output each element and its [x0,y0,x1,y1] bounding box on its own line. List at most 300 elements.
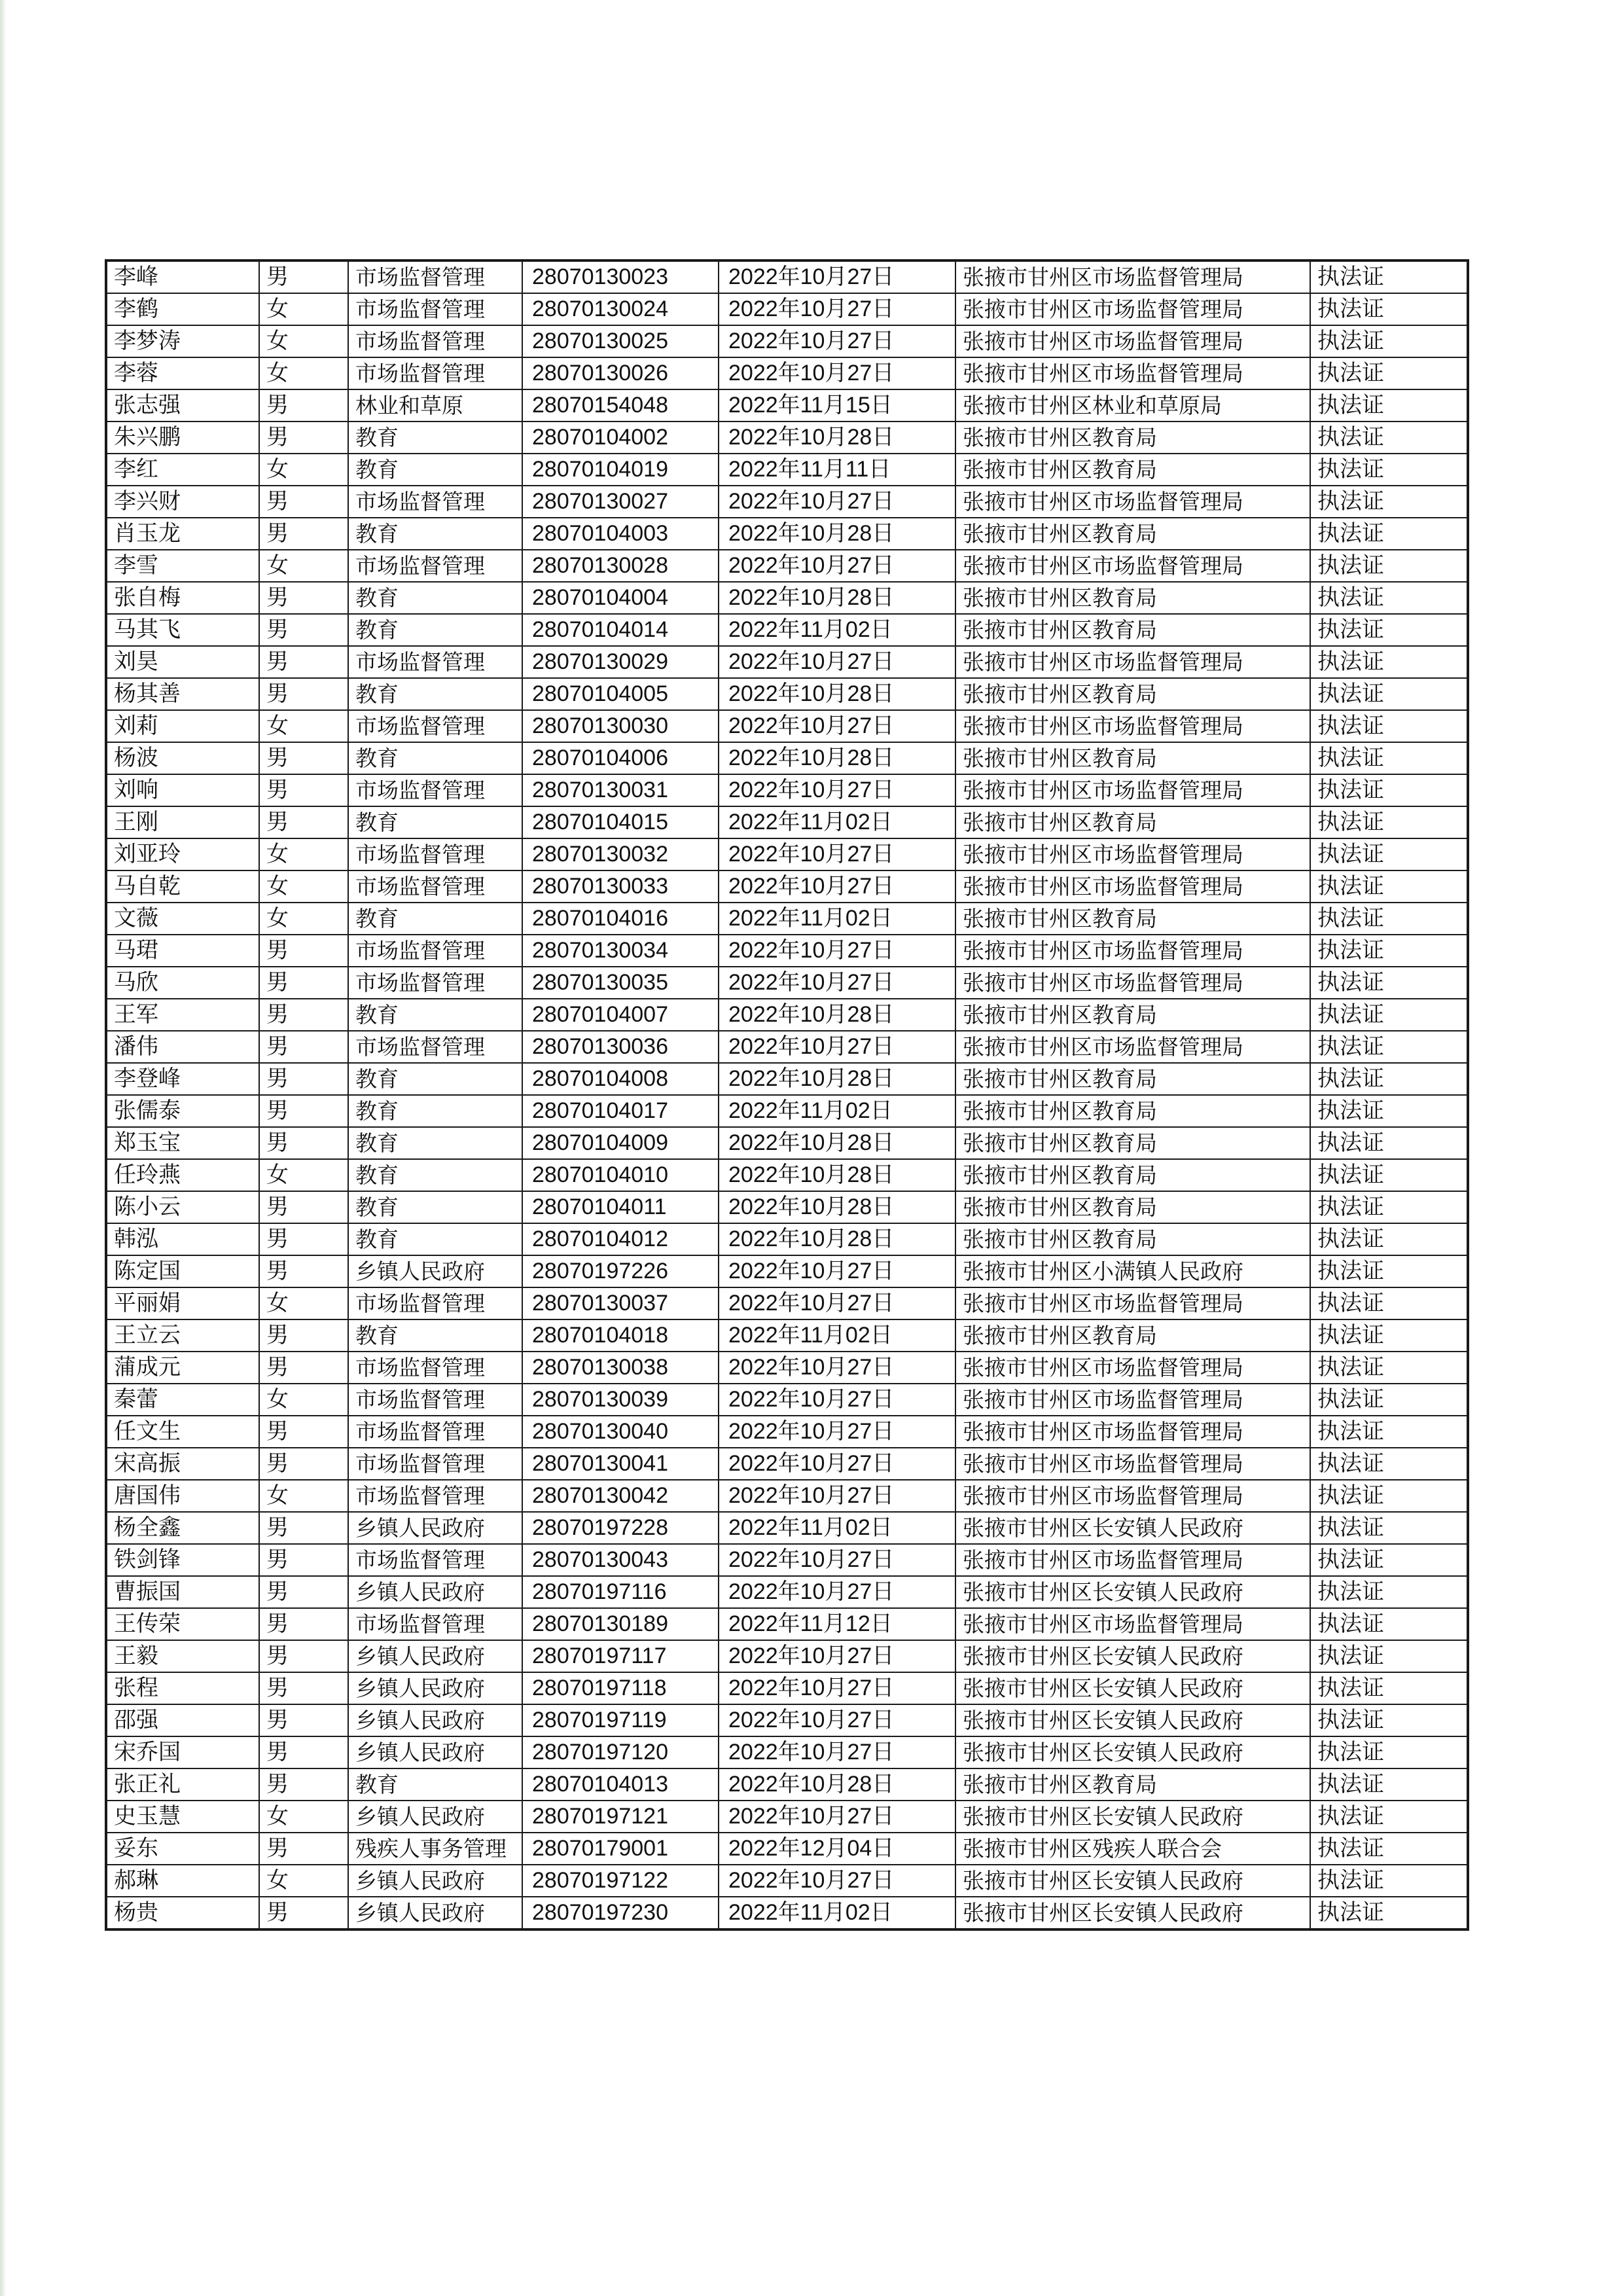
cert-type-cell: 执法证 [1310,1319,1468,1352]
cert-type-cell: 执法证 [1310,1223,1468,1255]
gender-cell: 女 [259,903,348,935]
agency-cell: 张掖市甘州区市场监督管理局 [955,293,1310,325]
issue-date-cell: 2022年10月28日 [719,518,955,550]
category-cell: 林业和草原 [348,389,522,422]
table-row [106,999,1468,1031]
table-row [106,710,1468,742]
issue-date-cell: 2022年10月27日 [719,486,955,518]
name-cell: 张儒泰 [106,1095,259,1127]
name-cell: 文薇 [106,903,259,935]
cert-number-cell: 28070197226 [522,1255,719,1287]
cert-type-cell: 执法证 [1310,1544,1468,1576]
name-cell: 李兴财 [106,486,259,518]
gender-cell: 男 [259,1416,348,1448]
agency-cell: 张掖市甘州区市场监督管理局 [955,1384,1310,1416]
issue-date-cell: 2022年10月27日 [719,1480,955,1512]
agency-cell: 张掖市甘州区长安镇人民政府 [955,1576,1310,1608]
cert-type-cell: 执法证 [1310,870,1468,903]
cert-type-cell: 执法证 [1310,260,1468,293]
name-cell: 郝琳 [106,1865,259,1897]
agency-cell: 张掖市甘州区市场监督管理局 [955,1352,1310,1384]
cert-number-cell: 28070130032 [522,838,719,870]
category-cell: 市场监督管理 [348,967,522,999]
cert-type-cell: 执法证 [1310,1063,1468,1095]
gender-cell: 男 [259,935,348,967]
gender-cell: 男 [259,486,348,518]
cert-number-cell: 28070104006 [522,742,719,774]
table-row [106,646,1468,678]
name-cell: 任玲燕 [106,1159,259,1191]
issue-date-cell: 2022年10月27日 [719,1736,955,1768]
gender-cell: 女 [259,1480,348,1512]
cert-number-cell: 28070130028 [522,550,719,582]
category-cell: 教育 [348,518,522,550]
issue-date-cell: 2022年10月27日 [719,838,955,870]
gender-cell: 女 [259,293,348,325]
agency-cell: 张掖市甘州区教育局 [955,1768,1310,1801]
gender-cell: 男 [259,1191,348,1223]
gender-cell: 男 [259,967,348,999]
cert-number-cell: 28070130041 [522,1448,719,1480]
issue-date-cell: 2022年11月11日 [719,454,955,486]
cert-type-cell: 执法证 [1310,486,1468,518]
category-cell: 市场监督管理 [348,357,522,389]
issue-date-cell: 2022年10月27日 [719,293,955,325]
agency-cell: 张掖市甘州区教育局 [955,742,1310,774]
cert-type-cell: 执法证 [1310,710,1468,742]
cert-number-cell: 28070130025 [522,325,719,357]
issue-date-cell: 2022年10月28日 [719,1223,955,1255]
category-cell: 乡镇人民政府 [348,1897,522,1929]
cert-type-cell: 执法证 [1310,838,1468,870]
agency-cell: 张掖市甘州区教育局 [955,1095,1310,1127]
agency-cell: 张掖市甘州区教育局 [955,678,1310,710]
agency-cell: 张掖市甘州区市场监督管理局 [955,486,1310,518]
agency-cell: 张掖市甘州区长安镇人民政府 [955,1512,1310,1544]
agency-cell: 张掖市甘州区教育局 [955,1063,1310,1095]
name-cell: 李梦涛 [106,325,259,357]
category-cell: 乡镇人民政府 [348,1512,522,1544]
gender-cell: 男 [259,518,348,550]
cert-number-cell: 28070130033 [522,870,719,903]
gender-cell: 男 [259,389,348,422]
category-cell: 市场监督管理 [348,293,522,325]
category-cell: 教育 [348,1127,522,1159]
gender-cell: 男 [259,1512,348,1544]
table-row [106,614,1468,646]
issue-date-cell: 2022年10月27日 [719,1352,955,1384]
cert-type-cell: 执法证 [1310,1095,1468,1127]
cert-type-cell: 执法证 [1310,1352,1468,1384]
cert-type-cell: 执法证 [1310,1576,1468,1608]
gender-cell: 男 [259,582,348,614]
gender-cell: 男 [259,999,348,1031]
cert-type-cell: 执法证 [1310,1512,1468,1544]
agency-cell: 张掖市甘州区长安镇人民政府 [955,1736,1310,1768]
name-cell: 刘昊 [106,646,259,678]
name-cell: 张自梅 [106,582,259,614]
cert-number-cell: 28070197122 [522,1865,719,1897]
gender-cell: 男 [259,1127,348,1159]
agency-cell: 张掖市甘州区教育局 [955,806,1310,838]
cert-type-cell: 执法证 [1310,1127,1468,1159]
cert-number-cell: 28070130030 [522,710,719,742]
name-cell: 潘伟 [106,1031,259,1063]
agency-cell: 张掖市甘州区教育局 [955,1191,1310,1223]
agency-cell: 张掖市甘州区市场监督管理局 [955,1480,1310,1512]
table-row [106,1833,1468,1865]
category-cell: 教育 [348,806,522,838]
cert-type-cell: 执法证 [1310,967,1468,999]
name-cell: 王立云 [106,1319,259,1352]
category-cell: 乡镇人民政府 [348,1255,522,1287]
table-row [106,1576,1468,1608]
name-cell: 陈定国 [106,1255,259,1287]
cert-number-cell: 28070130042 [522,1480,719,1512]
name-cell: 杨其善 [106,678,259,710]
table-row [106,967,1468,999]
issue-date-cell: 2022年10月27日 [719,646,955,678]
category-cell: 乡镇人民政府 [348,1640,522,1672]
gender-cell: 女 [259,710,348,742]
category-cell: 教育 [348,903,522,935]
issue-date-cell: 2022年10月28日 [719,422,955,454]
table-row [106,1223,1468,1255]
table-row [106,518,1468,550]
cert-type-cell: 执法证 [1310,999,1468,1031]
agency-cell: 张掖市甘州区市场监督管理局 [955,1416,1310,1448]
cert-type-cell: 执法证 [1310,1704,1468,1736]
name-cell: 邵强 [106,1704,259,1736]
cert-type-cell: 执法证 [1310,550,1468,582]
issue-date-cell: 2022年10月27日 [719,1255,955,1287]
cert-type-cell: 执法证 [1310,1833,1468,1865]
gender-cell: 男 [259,1544,348,1576]
agency-cell: 张掖市甘州区教育局 [955,454,1310,486]
issue-date-cell: 2022年10月27日 [719,357,955,389]
table-row [106,1608,1468,1640]
cert-type-cell: 执法证 [1310,325,1468,357]
table-row [106,1736,1468,1768]
category-cell: 教育 [348,1191,522,1223]
agency-cell: 张掖市甘州区市场监督管理局 [955,870,1310,903]
cert-type-cell: 执法证 [1310,614,1468,646]
cert-type-cell: 执法证 [1310,806,1468,838]
name-cell: 李鹤 [106,293,259,325]
table-row [106,389,1468,422]
gender-cell: 男 [259,1833,348,1865]
table-row [106,678,1468,710]
name-cell: 任文生 [106,1416,259,1448]
name-cell: 刘响 [106,774,259,806]
table-row [106,806,1468,838]
category-cell: 市场监督管理 [348,1287,522,1319]
table-row [106,1897,1468,1929]
gender-cell: 男 [259,1448,348,1480]
cert-type-cell: 执法证 [1310,1255,1468,1287]
issue-date-cell: 2022年11月15日 [719,389,955,422]
table-row [106,1448,1468,1480]
agency-cell: 张掖市甘州区教育局 [955,582,1310,614]
table-row [106,1159,1468,1191]
issue-date-cell: 2022年11月12日 [719,1608,955,1640]
category-cell: 乡镇人民政府 [348,1576,522,1608]
name-cell: 曹振国 [106,1576,259,1608]
table-row [106,1255,1468,1287]
name-cell: 刘亚玲 [106,838,259,870]
agency-cell: 张掖市甘州区教育局 [955,903,1310,935]
cert-number-cell: 28070197228 [522,1512,719,1544]
table-row [106,1801,1468,1833]
gender-cell: 男 [259,1319,348,1352]
gender-cell: 女 [259,454,348,486]
table-row [106,870,1468,903]
category-cell: 市场监督管理 [348,838,522,870]
gender-cell: 女 [259,357,348,389]
cert-number-cell: 28070130027 [522,486,719,518]
agency-cell: 张掖市甘州区市场监督管理局 [955,1448,1310,1480]
name-cell: 马欣 [106,967,259,999]
issue-date-cell: 2022年10月28日 [719,582,955,614]
cert-number-cell: 28070197230 [522,1897,719,1929]
cert-number-cell: 28070130031 [522,774,719,806]
category-cell: 市场监督管理 [348,935,522,967]
name-cell: 秦蕾 [106,1384,259,1416]
gender-cell: 男 [259,1608,348,1640]
agency-cell: 张掖市甘州区教育局 [955,422,1310,454]
agency-cell: 张掖市甘州区市场监督管理局 [955,935,1310,967]
table-row [106,1480,1468,1512]
agency-cell: 张掖市甘州区市场监督管理局 [955,260,1310,293]
cert-number-cell: 28070104003 [522,518,719,550]
cert-type-cell: 执法证 [1310,1608,1468,1640]
cert-type-cell: 执法证 [1310,1287,1468,1319]
name-cell: 李雪 [106,550,259,582]
table-row [106,1416,1468,1448]
roster-table [105,259,1469,1931]
cert-type-cell: 执法证 [1310,1897,1468,1929]
name-cell: 肖玉龙 [106,518,259,550]
category-cell: 教育 [348,422,522,454]
issue-date-cell: 2022年11月02日 [719,1319,955,1352]
category-cell: 乡镇人民政府 [348,1865,522,1897]
category-cell: 市场监督管理 [348,1384,522,1416]
cert-number-cell: 28070104019 [522,454,719,486]
agency-cell: 张掖市甘州区市场监督管理局 [955,1544,1310,1576]
cert-type-cell: 执法证 [1310,1448,1468,1480]
issue-date-cell: 2022年12月04日 [719,1833,955,1865]
category-cell: 市场监督管理 [348,870,522,903]
name-cell: 杨贵 [106,1897,259,1929]
cert-number-cell: 28070104018 [522,1319,719,1352]
category-cell: 市场监督管理 [348,550,522,582]
scan-edge [0,0,7,2296]
issue-date-cell: 2022年10月27日 [719,967,955,999]
issue-date-cell: 2022年11月02日 [719,1512,955,1544]
category-cell: 市场监督管理 [348,325,522,357]
cert-number-cell: 28070130038 [522,1352,719,1384]
gender-cell: 女 [259,325,348,357]
agency-cell: 张掖市甘州区市场监督管理局 [955,838,1310,870]
agency-cell: 张掖市甘州区市场监督管理局 [955,1287,1310,1319]
cert-type-cell: 执法证 [1310,1480,1468,1512]
issue-date-cell: 2022年11月02日 [719,903,955,935]
table-row [106,1127,1468,1159]
name-cell: 王军 [106,999,259,1031]
table-row [106,1384,1468,1416]
category-cell: 教育 [348,678,522,710]
agency-cell: 张掖市甘州区长安镇人民政府 [955,1640,1310,1672]
cert-type-cell: 执法证 [1310,1672,1468,1704]
issue-date-cell: 2022年10月27日 [719,774,955,806]
cert-number-cell: 28070130035 [522,967,719,999]
gender-cell: 女 [259,1801,348,1833]
category-cell: 教育 [348,614,522,646]
table-row [106,293,1468,325]
agency-cell: 张掖市甘州区教育局 [955,1319,1310,1352]
cert-type-cell: 执法证 [1310,1801,1468,1833]
gender-cell: 男 [259,678,348,710]
issue-date-cell: 2022年10月27日 [719,325,955,357]
cert-number-cell: 28070197116 [522,1576,719,1608]
name-cell: 妥东 [106,1833,259,1865]
name-cell: 王刚 [106,806,259,838]
name-cell: 王毅 [106,1640,259,1672]
cert-type-cell: 执法证 [1310,389,1468,422]
agency-cell: 张掖市甘州区教育局 [955,1127,1310,1159]
table-row [106,903,1468,935]
category-cell: 市场监督管理 [348,710,522,742]
table-row [106,1319,1468,1352]
cert-number-cell: 28070130040 [522,1416,719,1448]
name-cell: 郑玉宝 [106,1127,259,1159]
category-cell: 市场监督管理 [348,1416,522,1448]
issue-date-cell: 2022年10月27日 [719,1801,955,1833]
agency-cell: 张掖市甘州区教育局 [955,518,1310,550]
category-cell: 市场监督管理 [348,486,522,518]
agency-cell: 张掖市甘州区长安镇人民政府 [955,1704,1310,1736]
cert-number-cell: 28070197121 [522,1801,719,1833]
issue-date-cell: 2022年10月27日 [719,260,955,293]
agency-cell: 张掖市甘州区市场监督管理局 [955,967,1310,999]
cert-number-cell: 28070104009 [522,1127,719,1159]
cert-number-cell: 28070104008 [522,1063,719,1095]
category-cell: 教育 [348,454,522,486]
cert-type-cell: 执法证 [1310,357,1468,389]
name-cell: 李红 [106,454,259,486]
issue-date-cell: 2022年10月28日 [719,1063,955,1095]
cert-type-cell: 执法证 [1310,903,1468,935]
table-row [106,838,1468,870]
issue-date-cell: 2022年10月27日 [719,870,955,903]
cert-number-cell: 28070179001 [522,1833,719,1865]
cert-type-cell: 执法证 [1310,1416,1468,1448]
cert-number-cell: 28070130039 [522,1384,719,1416]
agency-cell: 张掖市甘州区教育局 [955,1159,1310,1191]
category-cell: 乡镇人民政府 [348,1801,522,1833]
agency-cell: 张掖市甘州区市场监督管理局 [955,710,1310,742]
table-row [106,1512,1468,1544]
table-row [106,325,1468,357]
agency-cell: 张掖市甘州区残疾人联合会 [955,1833,1310,1865]
name-cell: 马珺 [106,935,259,967]
gender-cell: 女 [259,870,348,903]
gender-cell: 男 [259,806,348,838]
table-row [106,1768,1468,1801]
gender-cell: 女 [259,1865,348,1897]
table-row [106,1063,1468,1095]
cert-number-cell: 28070104015 [522,806,719,838]
name-cell: 张志强 [106,389,259,422]
category-cell: 教育 [348,1319,522,1352]
name-cell: 杨波 [106,742,259,774]
category-cell: 教育 [348,1159,522,1191]
agency-cell: 张掖市甘州区市场监督管理局 [955,1031,1310,1063]
cert-number-cell: 28070104013 [522,1768,719,1801]
agency-cell: 张掖市甘州区长安镇人民政府 [955,1897,1310,1929]
category-cell: 市场监督管理 [348,260,522,293]
issue-date-cell: 2022年10月27日 [719,1672,955,1704]
cert-number-cell: 28070130024 [522,293,719,325]
issue-date-cell: 2022年10月27日 [719,1865,955,1897]
issue-date-cell: 2022年11月02日 [719,1897,955,1929]
cert-number-cell: 28070197117 [522,1640,719,1672]
issue-date-cell: 2022年10月27日 [719,935,955,967]
agency-cell: 张掖市甘州区市场监督管理局 [955,646,1310,678]
issue-date-cell: 2022年10月28日 [719,678,955,710]
agency-cell: 张掖市甘州区林业和草原局 [955,389,1310,422]
category-cell: 教育 [348,1095,522,1127]
name-cell: 杨全鑫 [106,1512,259,1544]
name-cell: 张程 [106,1672,259,1704]
table-row [106,1095,1468,1127]
gender-cell: 男 [259,1736,348,1768]
issue-date-cell: 2022年10月27日 [719,550,955,582]
cert-type-cell: 执法证 [1310,646,1468,678]
name-cell: 唐国伟 [106,1480,259,1512]
gender-cell: 男 [259,742,348,774]
cert-number-cell: 28070104010 [522,1159,719,1191]
table-row [106,1191,1468,1223]
issue-date-cell: 2022年10月28日 [719,1191,955,1223]
table-row [106,454,1468,486]
gender-cell: 男 [259,614,348,646]
issue-date-cell: 2022年10月28日 [719,999,955,1031]
gender-cell: 女 [259,838,348,870]
gender-cell: 女 [259,1384,348,1416]
cert-type-cell: 执法证 [1310,1159,1468,1191]
gender-cell: 男 [259,1352,348,1384]
table-row [106,1031,1468,1063]
gender-cell: 男 [259,422,348,454]
agency-cell: 张掖市甘州区长安镇人民政府 [955,1672,1310,1704]
cert-number-cell: 28070104012 [522,1223,719,1255]
table-row [106,1704,1468,1736]
agency-cell: 张掖市甘州区市场监督管理局 [955,325,1310,357]
name-cell: 韩泓 [106,1223,259,1255]
category-cell: 残疾人事务管理 [348,1833,522,1865]
issue-date-cell: 2022年10月27日 [719,1416,955,1448]
gender-cell: 男 [259,1063,348,1095]
gender-cell: 男 [259,1031,348,1063]
name-cell: 李蓉 [106,357,259,389]
cert-type-cell: 执法证 [1310,1736,1468,1768]
agency-cell: 张掖市甘州区长安镇人民政府 [955,1865,1310,1897]
cert-number-cell: 28070104011 [522,1191,719,1223]
issue-date-cell: 2022年10月27日 [719,1640,955,1672]
agency-cell: 张掖市甘州区长安镇人民政府 [955,1801,1310,1833]
agency-cell: 张掖市甘州区市场监督管理局 [955,774,1310,806]
